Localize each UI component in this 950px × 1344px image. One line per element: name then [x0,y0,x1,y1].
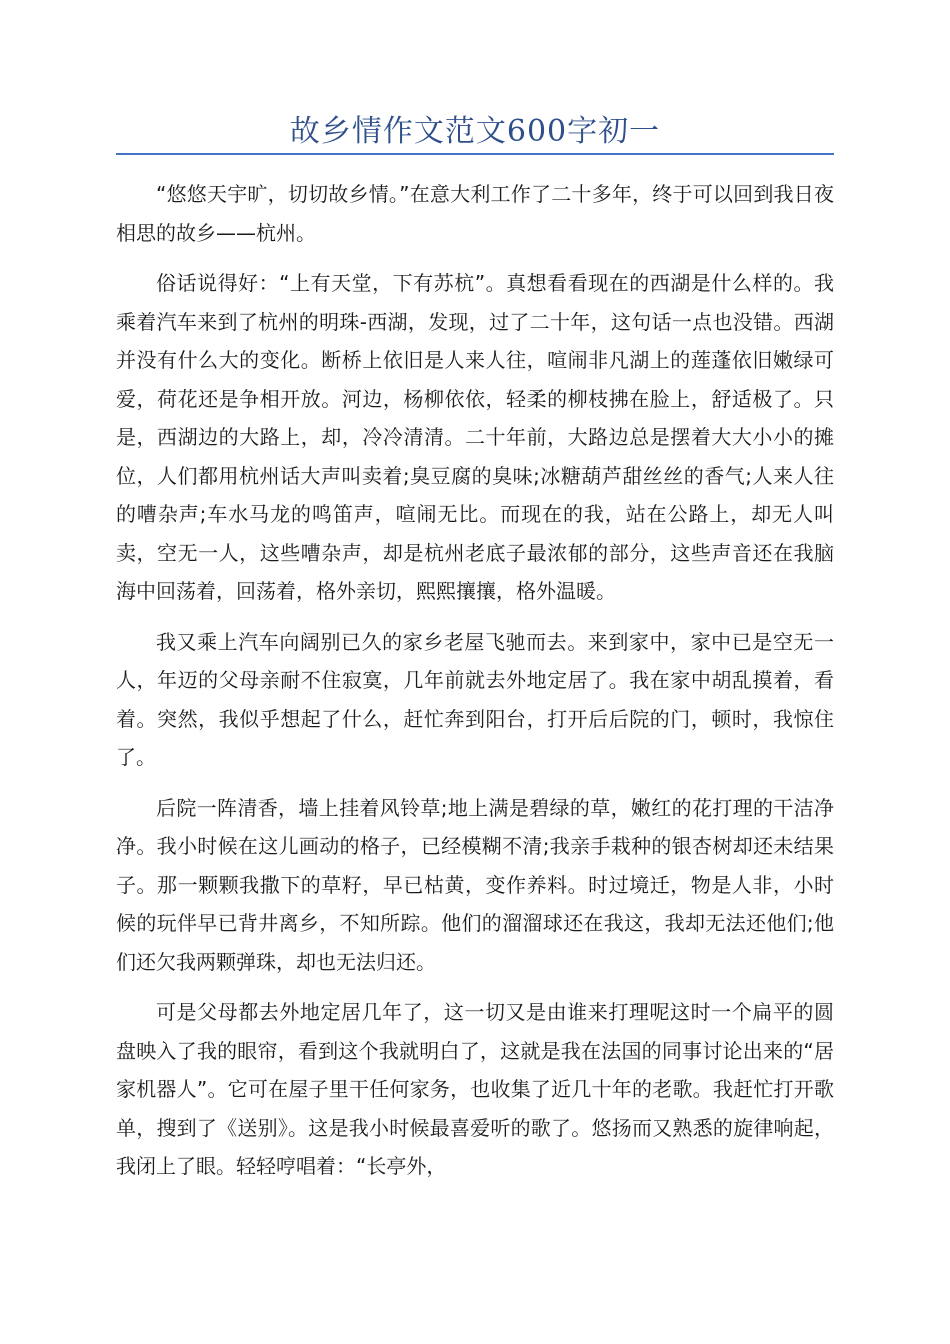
paragraph: “悠悠天宇旷，切切故乡情。”在意大利工作了二十多年，终于可以回到我日夜相思的故乡——杭州。 [116,182,834,245]
paragraph: 俗话说得好：“上有天堂，下有苏杭”。真想看看现在的西湖是什么样的。我乘着汽车来到了杭州的明珠-西湖，发现，过了二十年，这句话一点也没错。西湖并没有什么大的变化。断桥上依旧是人来人往，喧闹非凡湖上的莲蓬依旧嫩绿可爱，荷花还是争相开放。河边，杨柳依依，轻柔的柳枝拂在脸上，舒适极了。只是，西湖边的大路上，却，冷冷清清。二十年前，大路边总是摆着大大小小的摊位，人们都用杭州话大声叫卖着;臭豆腐的臭味;冰糖葫芦甜丝丝的香气;人来人往的嘈杂声;车水马龙的鸣笛声，喧闹无比。而现在的我，站在公路上，却无人叫卖，空无一人，这些嘈杂声，却是杭州老底子最浓郁的部分，这些声音还在我脑海中回荡着，回荡着，格外亲切，熙熙攘攘，格外温暖。 [116,271,834,603]
paragraph: 可是父母都去外地定居几年了，这一切又是由谁来打理呢这时一个扁平的圆盘映入了我的眼帘，看到这个我就明白了，这就是我在法国的同事讨论出来的“居家机器人”。它可在屋子里干任何家务，也收集了近几十年的老歌。我赶忙打开歌单，搜到了《送别》。这是我小时候最喜爱听的歌了。悠扬而又熟悉的旋律响起，我闭上了眼。轻轻哼唱着：“长亭外， [116,1000,834,1178]
document-title: 故乡情作文范文600字初一 [289,114,661,149]
document-body [116,175,834,1198]
title-underline [116,153,834,155]
paragraph: 后院一阵清香，墙上挂着风铃草;地上满是碧绿的草，嫩红的花打理的干洁净净。我小时候在这儿画动的格子，已经模糊不清;我亲手栽种的银杏树却还未结果子。那一颗颗我撒下的草籽，早已枯黄，变作养料。时过境迁，物是人非，小时候的玩伴早已背井离乡，不知所踪。他们的溜溜球还在我这，我却无法还他们;他们还欠我两颗弹珠，却也无法归还。 [116,795,834,974]
paragraph: 我又乘上汽车向阔别已久的家乡老屋飞驰而去。来到家中，家中已是空无一人，年迈的父母亲耐不住寂寞，几年前就去外地定居了。我在家中胡乱摸着，看着。突然，我似乎想起了什么，赶忙奔到阳台，打开后后院的门，顿时，我惊住了。 [116,629,834,769]
